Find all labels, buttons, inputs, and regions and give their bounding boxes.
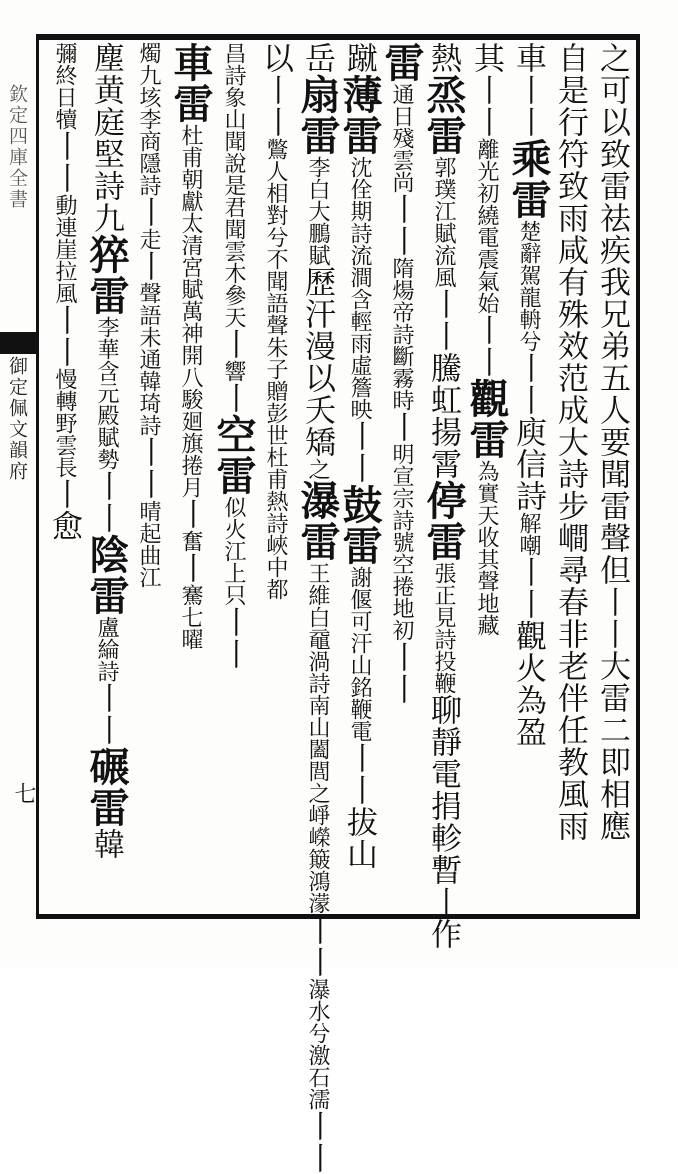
body-text: 觀火為盈 [510,620,546,748]
text-column [337,42,381,912]
body-text: 丨丨 [383,641,419,705]
citation-text: 昌詩象山聞說是君聞雲木參天 [221,42,246,328]
citation-text: 解嘲 [516,512,541,556]
body-text: 聊靜電捐軫暫 [425,694,461,886]
frame-top-border [36,34,640,40]
frame-right-border [636,34,640,919]
body-text: 丨丨大雷二即相應 [594,586,630,842]
body-text: 丨丨 [383,193,419,257]
headword: 扇雷 [294,74,341,156]
frame-bottom-border [36,914,640,919]
citation-text: 為實天收其聲地藏 [474,460,499,636]
body-text: 丨 [130,196,166,228]
citation-text: 晴起曲江 [136,500,161,588]
text-column [464,42,508,912]
headword: 乘雷 [505,138,552,220]
text-column [590,42,634,912]
folio-number: 七 [11,782,36,804]
fish-tail-mark [0,332,36,354]
body-text: 丨 [172,498,208,530]
body-text: 丨丨 [215,606,251,670]
headword: 猝雷 [83,234,130,316]
body-text: 以 [257,42,293,74]
citation-text: 之 [305,458,330,480]
citation-text: 明宣宗詩號空捲地初 [389,443,414,641]
citation-text: 通日殘雲尚 [389,83,414,193]
citation-text: 似火江上只 [221,496,246,606]
body-text: 歷汗漫以夭矯 [299,266,335,458]
body-text: 丨丨 [299,914,335,978]
body-text: 丨 [172,552,208,584]
body-text: 丨丨 [510,556,546,620]
margin-book-title: 御定佩文韻府 [6,356,28,482]
body-text: 丨丨 [88,470,124,534]
body-text: 丨 [46,478,82,510]
body-text: 之可以致雷祛疾我兄弟五人要聞雷聲但 [594,42,630,586]
text-column [294,42,341,1174]
body-text: 丨丨 [299,1110,335,1174]
text-column [126,42,170,912]
text-column [42,42,86,912]
citation-text: 張正見詩投鞭 [431,562,456,694]
text-column [168,42,212,912]
body-text: 車 [510,42,546,74]
body-text: 丨丨庾信詩 [510,352,546,512]
headword: 空雷 [210,414,257,496]
body-text: 丨 [215,328,251,360]
body-text: 蹴 [341,42,377,74]
headword: 薄雷 [336,74,383,156]
citation-text: 燭九垓李商隱詩 [136,42,161,196]
headword: 觀雷 [463,378,510,460]
body-text: 丨 [383,411,419,443]
citation-text: 李華含元殿賦勢 [94,316,119,470]
body-text: 丨 [215,382,251,414]
headword: 停雷 [420,480,467,562]
text-column [548,42,592,912]
citation-text: 響 [221,360,246,382]
text-body [42,42,634,1174]
body-text: 丨丨 [130,436,166,500]
citation-text: 騫七曜 [178,584,203,650]
citation-text: 沈佺期詩流澗含 [347,156,372,310]
citation-text: 郭璞江賦流風 [431,156,456,288]
body-text: 丨丨 [46,130,82,194]
body-text: 丨丨騰虹揚霄 [425,288,461,480]
body-text: 拔山 [341,806,377,870]
body-text: 丨丨 [341,742,377,806]
text-column [420,42,467,950]
citation-text: 輕雨虛簷映 [347,310,372,420]
page-margin-strip [0,40,36,914]
citation-text: 鷩人相對兮不聞語聲朱子贈彭世 [263,138,288,446]
body-text: 丨丨 [46,304,82,368]
headword: 車雷 [167,42,214,124]
body-text: 丨丨 [88,682,124,746]
body-text: 丨丨 [341,420,377,484]
headword: 陰雷 [83,534,130,616]
text-column [84,42,128,912]
body-text: 熱 [425,42,461,74]
text-column [506,42,550,912]
body-text: 丨丨 [257,74,293,138]
citation-text: 杜甫朝獻太清宮賦萬神開八駿廻旗捲月 [178,124,203,498]
citation-text: 李白大鵬賦 [305,156,330,266]
body-text: 丨 [130,250,166,282]
body-text: 丨丨 [468,314,504,378]
citation-text: 杜甫熱詩峽中都 [263,446,288,600]
headword: 烝雷 [420,74,467,156]
citation-text: 鞭電 [347,698,372,742]
body-text: 丨丨 [468,74,504,138]
body-text: 自是行符致雨咸有殊效范成大詩步𡼏尋春非老伴任教風雨 [552,42,588,842]
body-text: 岳 [299,42,335,74]
body-text: 其 [468,42,504,74]
headword: 瀑雷 [294,480,341,562]
body-text: 丨 [425,886,461,918]
citation-text: 聲語未通韓琦詩 [136,282,161,436]
citation-text: 盧綸詩 [94,616,119,682]
citation-text: 離光初繞電震氣始 [474,138,499,314]
body-text: 丨丨 [510,74,546,138]
citation-text: 動連崖拉風 [52,194,77,304]
headword: 雷 [378,42,425,83]
citation-text: 謝偃可汗山銘 [347,566,372,698]
citation-text: 隋煬帝詩斷霧時 [389,257,414,411]
body-text: 塵黄庭堅詩九 [88,42,124,234]
body-text: 韓 [88,828,124,860]
citation-text: 闔閭之崢嶸簸鴻濛 [305,738,330,914]
citation-text: 慢轉野雲長 [52,368,77,478]
citation-text: 瀑水兮激石濡 [305,978,330,1110]
body-text: 作 [425,918,461,950]
headword: 碾雷 [83,746,130,828]
text-column [211,42,255,912]
citation-text: 王維白黿渦詩南山 [305,562,330,738]
text-column [253,42,297,912]
citation-text: 楚辭駕龍輈兮 [516,220,541,352]
margin-series-title: 欽定四庫全書 [6,84,28,210]
citation-text: 走 [136,228,161,250]
headword: 鼓雷 [336,484,383,566]
body-text: 愈 [46,510,82,542]
citation-text: 奮 [178,530,203,552]
citation-text: 彌終日犢 [52,42,77,130]
text-column [379,42,423,912]
